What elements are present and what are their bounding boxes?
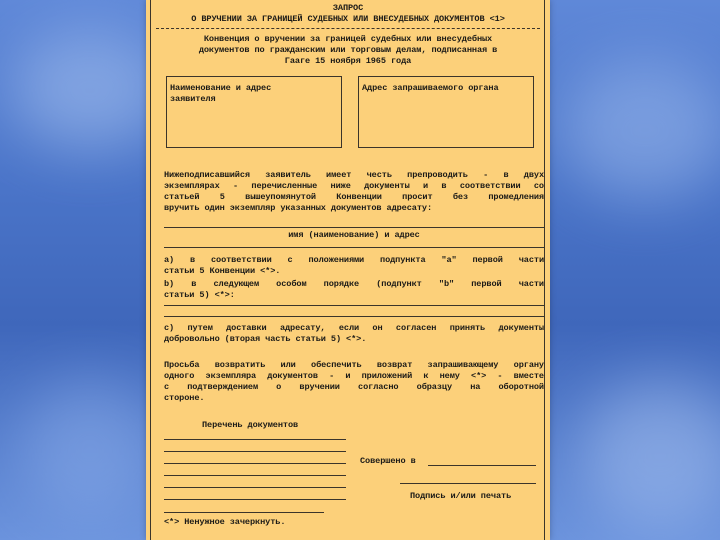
intro-line: статьей 5 вышеупомянутой Конвенции просит без промедления (164, 192, 544, 202)
header-separator (156, 28, 540, 29)
item-a: статьи 5 Конвенции <*>. (164, 266, 281, 276)
item-b: статьи 5) <*>: (164, 290, 235, 300)
footnote-separator (164, 512, 324, 513)
intro-line: вручить один экземпляр указанных документов адресату: (164, 203, 433, 213)
convention-line: документов по гражданским или торговым делам, подписанная в (198, 45, 498, 55)
date-field-line[interactable] (400, 483, 536, 484)
request-line: стороне. (164, 393, 205, 403)
page-border-left (150, 0, 151, 540)
document-list-line[interactable] (164, 463, 346, 464)
intro-line: Нижеподписавшийся заявитель имеет честь препроводить - в двух (164, 170, 544, 180)
background-glow (580, 380, 720, 530)
document-list-line[interactable] (164, 487, 346, 488)
applicant-label: Наименование и адрес (170, 83, 272, 93)
list-title: Перечень документов (202, 420, 299, 430)
authority-label: Адрес запрашиваемого органа (362, 83, 499, 93)
done-in-label: Совершено в (360, 456, 416, 466)
convention-line: Конвенция о вручении за границей судебных или внесудебных (203, 34, 493, 44)
footnote: <*> Ненужное зачеркнуть. (164, 517, 286, 527)
document-list-line[interactable] (164, 499, 346, 500)
place-field-line[interactable] (428, 465, 536, 466)
item-c: добровольно (вторая часть статьи 5) <*>. (164, 334, 367, 344)
separator-line (164, 247, 544, 248)
document-page (146, 0, 550, 540)
item-a: а) в соответствии с положениями подпункта "а" первой части (164, 255, 544, 265)
signature-label: Подпись и/или печать (410, 491, 512, 501)
background-glow (560, 60, 720, 200)
addressee-caption: имя (наименование) и адрес (288, 230, 420, 240)
document-list-line[interactable] (164, 475, 346, 476)
page-border-right (544, 0, 545, 540)
item-c: с) путем доставки адресату, если он согласен принять документы (164, 323, 544, 333)
request-line: с подтверждением о вручении согласно образцу на оборотной (164, 382, 544, 392)
background-glow (20, 380, 160, 520)
addressee-field-line[interactable] (164, 227, 544, 228)
item-b: b) в следующем особом порядке (подпункт "b" первой части (164, 279, 544, 289)
document-list-line[interactable] (164, 451, 346, 452)
special-method-field-line[interactable] (164, 316, 544, 317)
convention-line: Гааге 15 ноября 1965 года (284, 56, 412, 66)
intro-line: экземплярах - перечисленные ниже документы и в соответствии со (164, 181, 544, 191)
request-line: Просьба возвратить или обеспечить возврат запрашивающему органу (164, 360, 544, 370)
applicant-label: заявителя (170, 94, 216, 104)
document-list-line[interactable] (164, 439, 346, 440)
doc-subtitle: О ВРУЧЕНИИ ЗА ГРАНИЦЕЙ СУДЕБНЫХ ИЛИ ВНЕСУДЕБНЫХ ДОКУМЕНТОВ <1> (191, 14, 505, 24)
special-method-field-line[interactable] (164, 305, 544, 306)
request-line: одного экземпляра документов - и приложений к нему <*> - вместе (164, 371, 544, 381)
doc-title: ЗАПРОС (332, 3, 364, 13)
